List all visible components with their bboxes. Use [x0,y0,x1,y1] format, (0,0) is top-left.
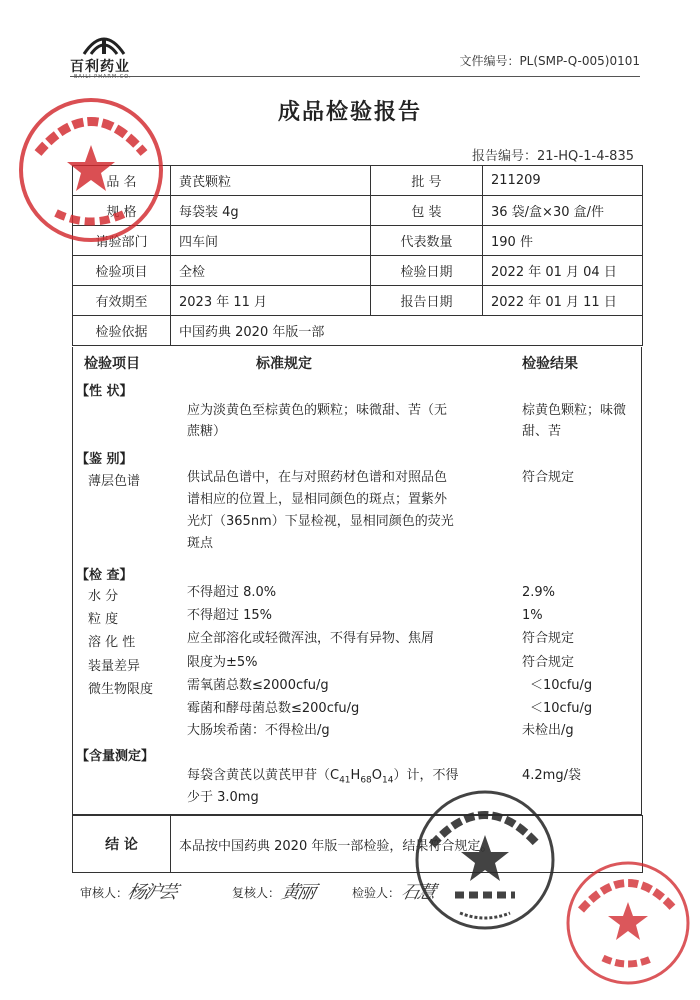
value-packing: 36 袋/盒×30 盒/件 [483,196,643,226]
col-header-standard: 标准规定 [256,356,312,372]
label-packing: 包 装 [371,196,483,226]
table-row [73,256,643,286]
appearance-standard-line2: 蔗糖） [187,424,227,439]
conclusion-text: 本品按中国药典 2020 年版一部检验，结果符合规定。 [171,816,643,873]
assay-text: ）计，不得 [393,768,459,783]
appearance-result-line1: 棕黄色颗粒；味微 [522,403,627,418]
check-label: 水 分 [88,589,119,604]
label-quantity: 代表数量 [371,226,483,256]
check-result: ＜10cfu/g [530,701,593,716]
header-divider [70,76,640,77]
checker-label: 复核人： [232,886,281,900]
label-product-name: 品 名 [73,166,171,196]
check-standard: 限度为±5% [187,655,258,670]
conclusion-label: 结 论 [73,816,171,873]
check-label: 微生物限度 [88,682,154,697]
table-row [73,286,643,316]
section-identification: 【鉴 别】 [76,452,133,467]
check-result: 未检出/g [522,723,574,738]
check-label: 溶 化 性 [88,635,136,650]
assay-subscript: 14 [382,775,394,786]
inspector-label: 检验人： [352,886,401,900]
logo-arch-icon [82,30,126,56]
label-test-items: 检验项目 [73,256,171,286]
value-report-date: 2022 年 01 月 11 日 [483,286,643,316]
value-test-date: 2022 年 01 月 04 日 [483,256,643,286]
label-batch-no: 批 号 [371,166,483,196]
check-standard: 不得超过 8.0% [187,585,277,600]
report-number: 报告编号：21-HQ-1-4-835 [471,149,634,164]
section-checks: 【检 查】 [76,568,133,583]
check-standard: 不得超过 15% [187,608,273,623]
assay-text: H [350,768,361,783]
check-standard: 大肠埃希菌：不得检出/g [187,723,330,738]
appearance-result-line2: 甜、苦 [522,424,562,439]
value-expiry: 2023 年 11 月 [171,286,371,316]
tlc-standard-line1: 供试品色谱中，在与对照药材色谱和对照品色 [187,470,448,485]
logo-english: BAILI PHARM.CO. [74,74,132,80]
value-test-items: 全检 [171,256,371,286]
file-number: 文件编号：PL(SMP-Q-005)0101 [459,54,640,68]
tlc-standard-line2: 谱相应的位置上，显相同颜色的斑点；置紫外 [187,492,448,507]
company-logo [70,30,150,80]
tlc-standard-line4: 斑点 [187,536,214,551]
label-department: 请验部门 [73,226,171,256]
check-result: 1% [522,608,543,623]
section-appearance: 【性 状】 [76,384,133,399]
check-label: 粒 度 [88,612,119,627]
value-quantity: 190 件 [483,226,643,256]
check-standard: 应全部溶化或轻微浑浊，不得有异物、焦屑 [187,631,435,646]
check-standard: 需氧菌总数≤2000cfu/g [187,678,329,693]
label-report-date: 报告日期 [371,286,483,316]
col-header-item: 检验项目 [84,356,140,372]
quality-dept-stamp [16,95,166,245]
label-basis: 检验依据 [73,316,171,346]
check-label: 装量差异 [88,659,141,674]
table-row [73,316,643,346]
label-test-date: 检验日期 [371,256,483,286]
receiving-company-stamp [563,858,693,988]
assay-text: O [371,768,382,783]
value-spec: 每袋装 4g [171,196,371,226]
assay-result: 4.2mg/袋 [522,768,581,783]
tlc-label: 薄层色谱 [88,474,141,489]
assay-standard-line2: 少于 3.0mg [187,790,259,805]
check-result: 2.9% [522,585,556,600]
reviewer-label: 审核人： [80,886,129,900]
col-header-result: 检验结果 [522,356,578,372]
logo-name: 百利药业 [70,59,130,75]
reviewer-signature: 杨沪芸 [125,882,178,903]
value-department: 四车间 [171,226,371,256]
check-result: 符合规定 [522,631,575,646]
value-product-name: 黄芪颗粒 [171,166,371,196]
check-result: 符合规定 [522,655,575,670]
inspector-signature: 石慧 [399,882,436,903]
product-quality-stamp [410,785,560,935]
checker-signature: 黄丽 [279,882,316,903]
value-basis: 中国药典 2020 年版一部 [171,316,643,346]
label-expiry: 有效期至 [73,286,171,316]
section-assay: 【含量测定】 [76,749,155,764]
appearance-standard-line1: 应为淡黄色至棕黄色的颗粒；味微甜、苦（无 [187,403,448,418]
assay-subscript: 41 [339,775,351,786]
assay-text: 每袋含黄芪以黄芪甲苷（C [187,768,340,783]
check-standard: 霉菌和酵母菌总数≤200cfu/g [187,701,360,716]
tlc-standard-line3: 光灯（365nm）下显检视，显相同颜色的荧光 [187,514,454,529]
check-result: ＜10cfu/g [530,678,593,693]
page-title: 成品检验报告 [277,100,422,125]
assay-subscript: 68 [360,775,372,786]
value-batch-no: 211209 [483,166,643,196]
tlc-result: 符合规定 [522,470,575,485]
label-spec: 规 格 [73,196,171,226]
